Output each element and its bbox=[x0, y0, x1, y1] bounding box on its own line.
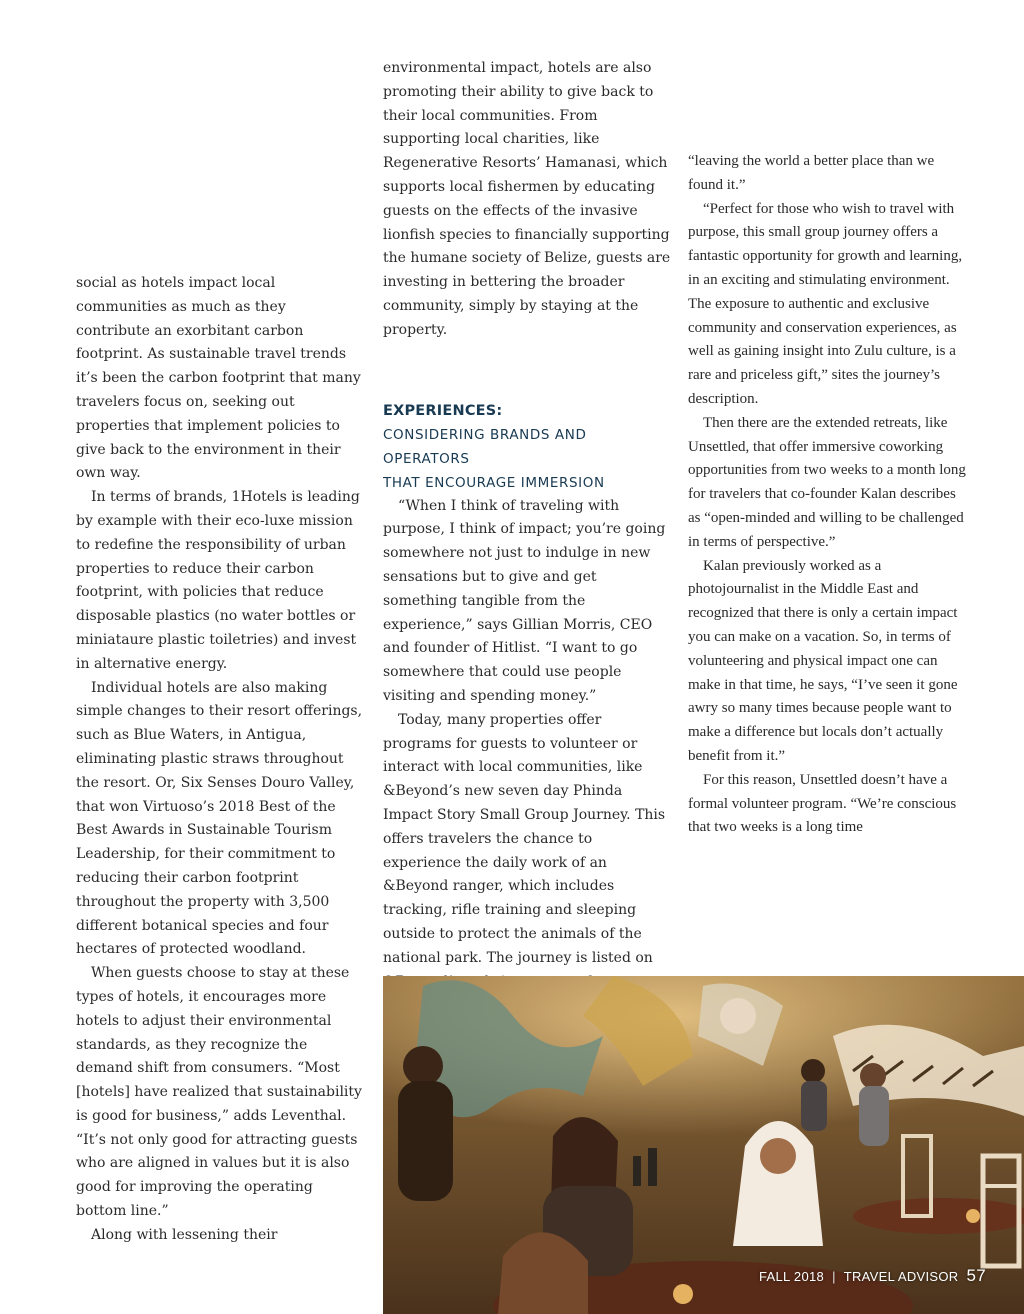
paragraph: Kalan previously worked as a photojournalist in the Middle East and recognized that there is only a certain impact you can make on a vacation. So, in terms of volunteering and physical impact one can make in that time, he says, “I’ve seen it gone awry so many times because people want to make a difference but locals don’t actually benefit from it.” bbox=[688, 557, 958, 764]
footer-separator: | bbox=[832, 1269, 836, 1284]
paragraph: Today, many properties offer programs for guests to volunteer or interact with local communities, like &Beyond’s new seven day Phinda Impact Story Small Group Journey. This offers travelers the chance to experience the daily work of an &Beyond ranger, which includes tracking, rifle training and sleeping outside to protect the animals of the national park. The journey is listed on bbox=[383, 711, 666, 966]
paragraph: Then there are the extended retreats, like Unsettled, that offer immersive coworking opportunities from two weeks to a month long for travelers that co-founder Kalan describes as “open-minded and willing to be challenged in terms of perspective.” bbox=[688, 414, 966, 550]
cafe-photo bbox=[383, 976, 1024, 1314]
article-column-2 bbox=[383, 57, 673, 1066]
paragraph: “Perfect for those who wish to travel with purpose, this small group journey offers a fantastic opportunity for growth and learning, in an exciting and stimulating environment. The exposure to authentic and exclusive community and conservation experiences, as well as gaining insight into Zulu culture, is a rare and priceless gift,” sites the journey’s description. bbox=[688, 200, 963, 407]
section-subtitle-line-1: CONSIDERING BRANDS AND OPERATORS bbox=[383, 426, 587, 467]
cafe-photo-illustration bbox=[383, 976, 1024, 1314]
page-footer bbox=[759, 1266, 986, 1286]
issue-label: FALL 2018 bbox=[758, 1269, 825, 1284]
paragraph: social as hotels impact local communities as much as they contribute an exorbitant carbon footprint. As sustainable travel trends it’s been the carbon footprint that many travelers focus on, seeking out properties that implement policies to give back to the environment in their own way. bbox=[76, 275, 361, 482]
paragraph: environmental impact, hotels are also promoting their ability to give back to their local communities. From supporting local charities, like Regenerative Resorts’ Hamanasi, which supports local fishermen by educating guests on the effects of the invasive lionfish species to financially supporting the humane society of Belize, guests are investing in bettering the broader community, simply by staying at the property. bbox=[383, 60, 671, 338]
section-subtitle-line-2: THAT ENCOURAGE IMMERSION bbox=[383, 474, 605, 491]
article-column-1 bbox=[76, 272, 364, 1248]
section-heading bbox=[383, 399, 673, 495]
paragraph: Individual hotels are also making simple changes to their resort offerings, such as Blue Waters, in Antigua, eliminating plastic straws throughout the resort. Or, Six Senses Douro Valley, that won Virtuoso’s 2018 Best of the Best Awards in Sustainable Tourism Leadership, for their commitment to reducing their carbon footprint throughout the property with 3,500 different botanical species and four hectares of protected woodland. bbox=[76, 679, 363, 958]
magazine-name: TRAVEL ADVISOR bbox=[843, 1269, 959, 1284]
paragraph: In terms of brands, 1Hotels is leading by example with their eco-luxe mission to redefine the responsibility of urban properties to reduce their carbon footprint, with policies that reduce disposable plastics (no water bottles or miniataure plastic toiletries) and invest in alternative energy. bbox=[76, 489, 360, 672]
paragraph: “leaving the world a better place than we found it.” bbox=[688, 153, 935, 193]
paragraph: Along with lessening their bbox=[91, 1226, 278, 1243]
paragraph: “When I think of traveling with purpose, I think of impact; you’re going somewhere not just to indulge in new sensations but to give and get something tangible from the experience,” says Gillian Morris, CEO and founder of Hitlist. “I want to go somewhere that could use people visiting and spending money.” bbox=[383, 497, 666, 704]
section-title: EXPERIENCES: bbox=[383, 402, 503, 419]
page-number: 57 bbox=[966, 1266, 986, 1285]
paragraph: For this reason, Unsettled doesn’t have a formal volunteer program. “We’re conscious that two weeks is a long time bbox=[688, 771, 957, 836]
article-column-3 bbox=[688, 150, 970, 840]
paragraph: When guests choose to stay at these types of hotels, it encourages more hotels to adjust their environmental standards, as they recognize the demand shift from consumers. “Most [hotels] have realized that sustainability is good for business,” adds Leventhal. “It’s not only good for attracting guests who are aligned in values but it is also good for improving the operating bottom line.” bbox=[76, 965, 362, 1220]
